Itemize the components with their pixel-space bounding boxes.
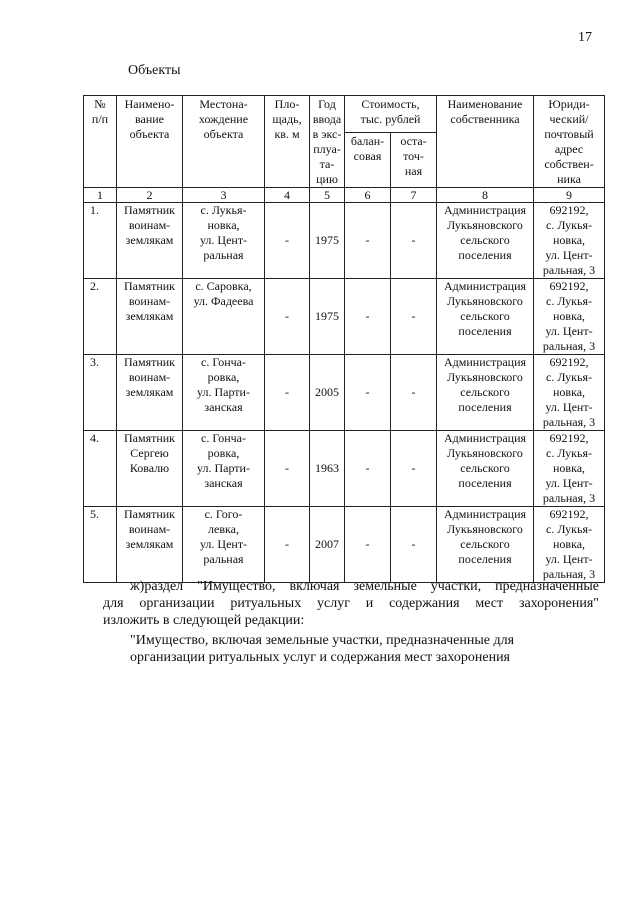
cell-line: ул. Цент- [545, 552, 593, 566]
cell-line: с. Гонча- [201, 355, 246, 369]
cell-line: с. Лукья- [546, 522, 592, 536]
cell-num: 2. [84, 279, 117, 355]
cell-line: поселения [458, 324, 512, 338]
cell-line: с. Лукья- [200, 203, 247, 217]
cell-line: сельского [460, 385, 510, 399]
cell-line: совая [353, 149, 382, 164]
cell-line: № [94, 97, 106, 111]
cell-line: ральная, 3 [542, 263, 596, 277]
cell-num: 5. [84, 507, 117, 583]
cell-line: воинам- [128, 294, 171, 308]
cell-line: собственника [450, 112, 520, 126]
cell-line: Ковалю [129, 461, 170, 475]
cell-address [534, 279, 605, 355]
cell-line: Лукьяновского [447, 446, 523, 460]
column-number: 7 [391, 188, 437, 203]
cell-line: Пло- [274, 97, 300, 111]
cell-address [534, 431, 605, 507]
table-row [84, 507, 605, 583]
cell-residual-cost: - [391, 279, 437, 355]
cell-address [534, 203, 605, 279]
cell-line: сельского [460, 537, 510, 551]
header-num [84, 96, 117, 188]
cell-object-name [117, 203, 183, 279]
column-number: 4 [265, 188, 310, 203]
cell-line: новка, [552, 461, 586, 475]
cell-location [183, 355, 265, 431]
cell-line: левка, [208, 522, 239, 536]
cell-object-name [117, 431, 183, 507]
cell-line: та- [319, 157, 335, 171]
section-title: Объекты [128, 63, 181, 78]
cell-line: ческий/ [549, 112, 589, 126]
cell-line: Местона- [199, 97, 248, 111]
column-number: 2 [117, 188, 183, 203]
cell-line: поселения [458, 400, 512, 414]
cell-location [183, 431, 265, 507]
cell-line: с. Лукья- [546, 294, 592, 308]
cell-residual-cost: - [391, 431, 437, 507]
cell-area: - [265, 203, 310, 279]
column-number: 6 [345, 188, 391, 203]
cell-balance-cost: - [345, 355, 391, 431]
cell-line: 692192, [549, 203, 589, 217]
cell-line: новка, [207, 218, 240, 232]
cell-line: Лукьяновского [447, 370, 523, 384]
cell-line: 692192, [549, 355, 589, 369]
cell-line: воинам- [128, 522, 171, 536]
header-balance [345, 133, 391, 188]
cell-line: ул. Цент- [545, 476, 593, 490]
cell-num: 3. [84, 355, 117, 431]
cell-line: занская [204, 400, 243, 414]
column-number: 9 [534, 188, 605, 203]
cell-owner [437, 279, 534, 355]
cell-line: новка, [552, 385, 586, 399]
header-area [265, 96, 310, 188]
cell-line: Лукьяновского [447, 218, 523, 232]
cell-line: балан- [350, 134, 385, 149]
cell-line: Памятник [123, 279, 176, 293]
cell-location [183, 507, 265, 583]
cell-line: Лукьяновского [447, 522, 523, 536]
cell-line: щадь, [272, 112, 302, 126]
cell-line: землякам [125, 537, 174, 551]
cell-owner [437, 431, 534, 507]
cell-line: ральная, 3 [542, 415, 596, 429]
cell-line: Памятник [123, 355, 176, 369]
cell-balance-cost: - [345, 431, 391, 507]
paragraph-line: изложить в следующей редакции: [103, 613, 305, 628]
cell-residual-cost: - [391, 355, 437, 431]
cell-line: объекта [129, 127, 170, 141]
cell-line: поселения [458, 248, 512, 262]
cell-line: ральная, 3 [542, 567, 596, 581]
cell-line: ральная, 3 [542, 491, 596, 505]
table-row [84, 431, 605, 507]
column-numbers-row [84, 188, 605, 203]
cell-line: Памятник [123, 203, 176, 217]
column-number: 1 [84, 188, 117, 203]
cell-line: Лукьяновского [447, 294, 523, 308]
cell-line: ул. Цент- [545, 248, 593, 262]
cell-line: землякам [125, 385, 174, 399]
cell-line: цию [316, 172, 338, 186]
cell-line: 692192, [549, 431, 589, 445]
cell-line: 692192, [549, 507, 589, 521]
cell-balance-cost: - [345, 203, 391, 279]
cell-area: - [265, 355, 310, 431]
cell-line: землякам [125, 233, 174, 247]
cell-balance-cost: - [345, 279, 391, 355]
header-owner [437, 96, 534, 188]
cell-line: с. Гого- [204, 507, 243, 521]
cell-line: Год [318, 97, 336, 111]
cell-line: в экс- [312, 127, 342, 141]
cell-address [534, 355, 605, 431]
cell-line: с. Саровка, [195, 279, 252, 293]
cell-line: воинам- [128, 218, 171, 232]
cell-line: ул. Цент- [545, 400, 593, 414]
cell-line: п/п [91, 112, 109, 126]
cell-line: ул. Парти- [197, 385, 250, 399]
header-address [534, 96, 605, 188]
cell-line: Администрация [443, 355, 527, 369]
cell-line: почтовый [544, 127, 594, 141]
table-row [84, 355, 605, 431]
cell-year: 1975 [310, 203, 345, 279]
cell-line: ул. Цент- [199, 233, 248, 247]
cell-line: ровка, [207, 370, 240, 384]
cell-line: плуа- [313, 142, 341, 156]
quoted-title-line: организации ритуальных услуг и содержания мест захоронения [130, 650, 510, 665]
cell-line: ул. Парти- [197, 461, 250, 475]
cell-line: Стоимость, [361, 97, 420, 111]
cell-line: Наимено- [124, 97, 175, 111]
cell-address [534, 507, 605, 583]
cell-line: ная [404, 164, 423, 179]
paragraph-line: для организации ритуальных услуг и содержания мест захоронения" [103, 596, 599, 611]
cell-area: - [265, 279, 310, 355]
table-row [84, 279, 605, 355]
cell-line: 692192, [549, 279, 589, 293]
cell-area: - [265, 431, 310, 507]
cell-object-name [117, 279, 183, 355]
cell-line: Администрация [443, 203, 527, 217]
cell-line: новка, [552, 537, 586, 551]
cell-line: землякам [125, 309, 174, 323]
column-number: 8 [437, 188, 534, 203]
cell-line: сельского [460, 233, 510, 247]
cell-line: объекта [203, 127, 244, 141]
cell-owner [437, 203, 534, 279]
cell-line: с. Лукья- [546, 370, 592, 384]
cell-line: новка, [552, 309, 586, 323]
cell-line: сельского [460, 309, 510, 323]
cell-year: 1963 [310, 431, 345, 507]
cell-line: Администрация [443, 507, 527, 521]
cell-residual-cost: - [391, 507, 437, 583]
cell-owner [437, 507, 534, 583]
cell-balance-cost: - [345, 507, 391, 583]
objects-table [83, 95, 605, 583]
cell-line: тыс. рублей [360, 112, 421, 126]
column-number: 3 [183, 188, 265, 203]
cell-line: с. Лукья- [546, 446, 592, 460]
cell-line: с. Лукья- [546, 218, 592, 232]
cell-line: ральная [203, 552, 244, 566]
cell-num: 4. [84, 431, 117, 507]
cell-line: ул. Фадеева [193, 294, 254, 308]
cell-year: 1975 [310, 279, 345, 355]
cell-line: сельского [460, 461, 510, 475]
cell-line: ул. Цент- [199, 537, 248, 551]
cell-line: ральная [203, 248, 244, 262]
cell-line: ул. Цент- [545, 324, 593, 338]
cell-line: Наименование [447, 97, 523, 111]
amendment-paragraph [103, 578, 599, 629]
cell-line: воинам- [128, 370, 171, 384]
page-number: 17 [578, 30, 592, 45]
cell-line: Юриди- [548, 97, 590, 111]
table-header [84, 96, 605, 203]
cell-line: занская [204, 476, 243, 490]
cell-line: новка, [552, 233, 586, 247]
cell-residual-cost: - [391, 203, 437, 279]
cell-line: ника [557, 172, 581, 186]
paragraph-line: ж)раздел "Имущество, включая земельные участки, предназначенные [130, 579, 599, 594]
cell-line: кв. м [274, 127, 300, 141]
cell-line: ровка, [207, 446, 240, 460]
cell-location [183, 279, 265, 355]
cell-line: ральная, 3 [542, 339, 596, 353]
cell-line: Памятник [123, 507, 176, 521]
cell-line: точ- [403, 149, 424, 164]
cell-owner [437, 355, 534, 431]
cell-line: Сергею [130, 446, 169, 460]
cell-location [183, 203, 265, 279]
cell-line: Администрация [443, 279, 527, 293]
cell-num: 1. [84, 203, 117, 279]
header-residual [391, 133, 437, 188]
cell-year: 2007 [310, 507, 345, 583]
cell-line: Администрация [443, 431, 527, 445]
cell-line: хождение [198, 112, 249, 126]
cell-line: ввода [312, 112, 342, 126]
cell-line: вание [134, 112, 164, 126]
header-name [117, 96, 183, 188]
cell-line: с. Гонча- [201, 431, 246, 445]
cell-object-name [117, 507, 183, 583]
header-year [310, 96, 345, 188]
cell-line: адрес [554, 142, 584, 156]
cell-line: Памятник [123, 431, 176, 445]
cell-line: оста- [400, 134, 427, 149]
table-body [84, 203, 605, 583]
cell-year: 2005 [310, 355, 345, 431]
cell-area: - [265, 507, 310, 583]
cell-line: собствен- [544, 157, 594, 171]
header-cost [345, 96, 437, 133]
table-row [84, 203, 605, 279]
cell-line: поселения [458, 552, 512, 566]
column-number: 5 [310, 188, 345, 203]
quoted-title-line: "Имущество, включая земельные участки, предназначенные для [130, 633, 515, 648]
cell-line: поселения [458, 476, 512, 490]
header-location [183, 96, 265, 188]
cell-object-name [117, 355, 183, 431]
